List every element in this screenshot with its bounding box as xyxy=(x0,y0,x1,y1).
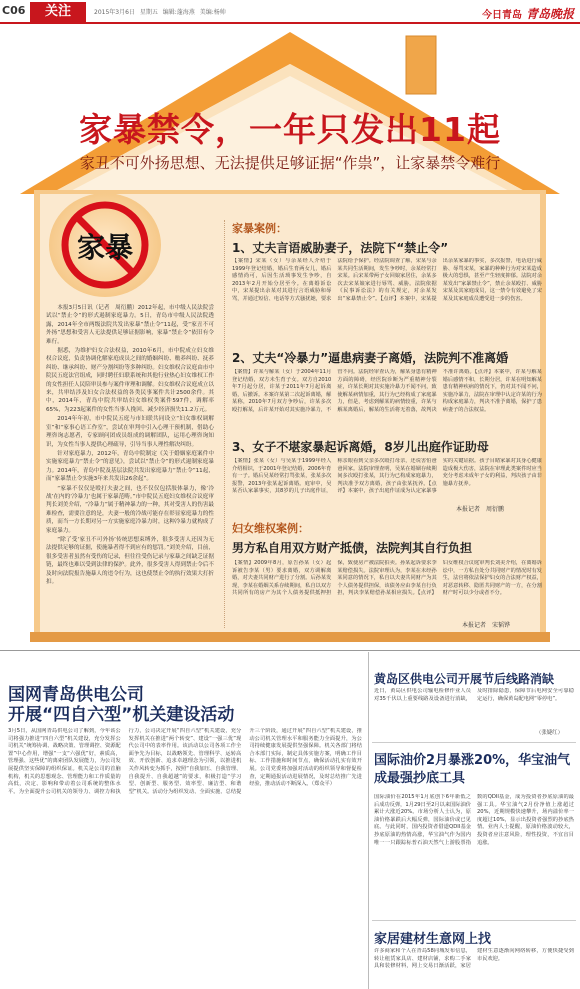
column-divider xyxy=(224,220,225,628)
case3-text: 【案情】张某（女）与吴某于1999年经人介绍相识，于2001年登记结婚，2006年育有一子。婚后吴某经常打骂张某，张某多次报警，2013年张某起诉离婚。庭审中，吴某否认家暴事实，其8岁的儿子出庭作证，称亲眼看到父亲多次殴打母亲，还说害怕爸爸回家。法院审理查明，吴某在婚姻存续期间多次殴打张某，其行为已构成家庭暴力，判决准予双方离婚，孩子由张某抚养。【点评】本案中，孩子出庭作证成为认定家暴事实的关键证据。孩子目睹家暴对其身心健康造成极大伤害，法院在审理此类案件时应当充分考虑未成年子女的利益，判决孩子由非施暴方抚养。 xyxy=(232,458,542,495)
brand-big: 青岛晚报 xyxy=(525,7,574,21)
lead-paragraph: 本报3月5日讯（记者 周衍鹏）2012年起，市中级人民法院尝试以“禁止令”的形式遏制家庭暴力。5日，青岛市中级人民法院透露，2014年全市两级法院共发出家暴“禁止令”11起，受“家丑不可外扬”思想和受害人无法提供足够证据影响，家暴“禁止令”依旧有令难行。 xyxy=(46,305,214,345)
right-divider xyxy=(372,742,576,743)
lead-paragraph: “除了受‘家丑不可外扬’传统思想束缚外，很多受害人还因为无法提供足够的证据，使施暴者得不到应有的惩罚。”刘美介绍，目前，很多受害者虽然有受伤的记录，但往往受伤记录与家暴之间缺乏证据链，最终也难以受到法律的保护。此外，很多受害人得到禁止令后不及时向法院报告施暴人的违令行为，这也使禁止令的执行效果大打折扣。 xyxy=(46,536,214,585)
issue-weekday: 星期五 xyxy=(139,9,158,16)
feature-house xyxy=(0,24,580,644)
section-divider xyxy=(0,650,580,651)
brand-small: 今日青岛 xyxy=(481,10,522,21)
right-article-1-title: 黄岛区供电公司开展节后线路消缺 xyxy=(374,672,555,686)
left-article-text: 3月5日，从国网青岛供电公司了解到，今年该公司将强力推进“四自六型”机关建设，充分发挥公司机关“统筹协调、战略决策、管理调控、资源配置”中心作用，增强“一支“六强优”好，素质高，管理强、这些优”的离索团队发展能力，为公司发展提供坚实保障的组织保证。机关是公司的首脑机构，机关的思想观念、管理能力和工作质量的高低，决定、影响和带动着公司系统的整体水平。为全面提升公司机关的领导力、调控力和执行力，公司决定开展“四自六型”机关建设，充分发挥机关在推进“两个转变”、建设“一强三优”现代公司中的表率作用。该活动以公司各项工作全面争先为目标，以战略领先、管理科学、运转高效、开放创新、追求卓越理念为引领，以推进机关作风转变为抓手，按照“自我加压、自我管理、自我提升、自我超越”的要求，积极打造“学习型、创新型、服务型、效率型、廉洁型、和谐型”机关。活动分为组织发动、全面实施、总结提升三个阶段，通过开展“四自六型”机关建设，推动公司机关管理水平和服务能力全面提升，为公司持续健康发展提供坚强保障。机关各部门将结合本部门实际，制定具体实施方案，明确工作目标、工作措施和时间节点，确保活动扎实有效开展。公司党委将加强对活动的组织领导和督促检查，定期通报活动进展情况，及时总结推广先进经验，推动活动不断深入。（郑众平） xyxy=(8,728,362,795)
lower-column-divider xyxy=(368,652,369,989)
right-divider xyxy=(372,920,576,921)
page-header xyxy=(0,0,580,24)
page-number: C06 xyxy=(2,4,26,17)
right-article-1-text: 近日，黄岛区供电公司输电检修作业人员对35千伏以上重要线路及设备进行消缺，及时排除隐患，保障节后电网安全可靠稳定运行，确保黄岛配电网“零停电”。 xyxy=(374,688,574,702)
feature-title: 家暴禁令，一年只发出11起 xyxy=(79,110,501,149)
case3-title: 3、女子不堪家暴起诉离婚，8岁儿出庭作证助母 xyxy=(232,440,489,454)
section-label: 关注 xyxy=(30,2,86,22)
logo-text: 家暴 xyxy=(76,231,133,264)
feature-subtitle: 家丑不可外扬思想、无法提供足够证据“作祟”，让家暴禁令难行 xyxy=(79,154,501,172)
right-article-2-text: 国际油价在2015年1月底创下6年新低之后成功反弹，1月29日至2月以来国际油价累计大涨近20%。市场分析人士认为，原油价格暴跌后大幅反弹，国际油价或已见底。与此同时，国内投资者借道QDII基金抄底原油的热情高涨，华宝油气作为国内唯一一只跟踪标普石油天然气上游股票指数的QDII基金，成为投资者抄底原油的最强工具。华宝油气2月份净值上涨超过20%，近期规模快速攀升，场内溢价率一度超过10%，显示出投资者强烈的抄底热情。业内人士提醒，原油价格波动较大，投资者应注意风险，理性投资，不宜盲目追涨。 xyxy=(374,794,574,846)
lead-paragraph: 2014年年初，市中院民五庭与市妇联共同设立“妇女维权调解室”和“家事心语工作室”，尝试在审判中引入心理干预机制，借助心理咨询志愿者，专家顾问团成员组成的调解团队，运用心理咨询知识，为女性当事人提供心理疏导，引导当事人理性解决纠纷。 xyxy=(46,416,214,448)
case1-title: 1、丈夫言语威胁妻子，法院下“禁止令” xyxy=(232,241,449,255)
right-article-2-title: 国际油价2月暴涨20%，华宝油气成最强抄底工具 xyxy=(374,753,571,786)
case3-byline: 本报记者 周衍鹏 xyxy=(456,506,505,513)
case1-text: 【案情】宋某（女）与余某经人介绍于1999年登记结婚，婚后生育两女儿，婚后感情尚可，后因生活琐事发生争吵，自2013年2月开始分居至今。在离婚诉讼中，宋某提出余某对其进行言语威胁和辱骂，并通过短信、电话等方式骚扰她，要求法院给予保护。经法院调查了解，宋某与余某共同生活期间，发生争吵时，余某经常打宋某。后宋某带两子女回娘家居住，余某多次去宋某娘家进行辱骂、威胁。法院依据《民事诉讼法》的有关规定，对余某发出“家暴禁止令”。【点评】本案中，宋某提出余某家暴的事实，多次报警，电话进行威胁、辱骂宋某，家暴的种种行为对宋某造成极大的恐惧，甚至产生轻度抑郁。法院对余某发出“家暴禁止令”，禁止余某殴打、威胁宋某及其家庭成员，这一禁令有效避免了宋某及其家庭成员遭受进一步的伤害。 xyxy=(232,258,542,302)
no-domestic-violence-logo xyxy=(46,190,164,300)
case4-byline: 本报记者 宋韬铧 xyxy=(462,622,511,629)
case2-title: 2、丈夫“冷暴力”逼患病妻子离婚，法院判不准离婚 xyxy=(232,351,509,365)
lead-paragraph: “家暴不仅仅是殴打夫妻之间，也不仅仅包括肢体暴力，像‘冷战’在内的‘冷暴力’也属于家暴范畴。”市中院民五庭妇女维权合议庭审判长刘美介绍，“冷暴力”属于精神暴力的一种，其对受害人的伤害最难检查，需要注意的是，夫妻一般的冷战可能存在彰显家庭暴力的性质，而当一方长期对另一方实施家庭冷暴力时，这种冷暴力就构成了家庭暴力。 xyxy=(46,485,214,534)
lead-paragraph: 针对家庭暴力，2012年，青岛中院制定《关于婚姻家庭案件中实施家庭暴力“禁止令”的意见》，尝试以“禁止令”的形式遏制家庭暴力。2014年，青岛中院及基层法院共发出家庭暴力“禁止令”11起，而“家暴禁止令实施3年来共发出26余起”。 xyxy=(46,450,214,483)
issue-date: 2015年3月6日 xyxy=(94,9,135,16)
brand-logo xyxy=(482,5,574,22)
editor-credit: 编辑:蓬海燕 xyxy=(162,9,195,16)
right-article-1-byline: （张婕红） xyxy=(536,730,563,736)
cases-heading: 家暴案例： xyxy=(232,222,287,235)
right-article-3-text: 许多商家和个人在青岛58同城发布信息，转让租赁家具店、建材店铺，求购二手家具和装修材料，网上交易日渐活跃，家居建材生意逐渐向网络转移，方便快捷受到市民欢迎。 xyxy=(374,948,574,970)
left-article-title-2: 开展“四自六型”机关建设活动 xyxy=(8,705,235,725)
design-credit: 美编:杨帅 xyxy=(199,9,226,16)
case2-text: 【案情】许某与解某（女）于2004年11月登记结婚，双方未生育子女。双方自2010年7月起分居，许某于2011年7月起诉离婚，后撤诉。本案许某第二次起诉离婚，解某称，2010年7月双方争吵后，许某多次殴打解某，后许某开始对其实施冷暴力，不管不问。法院经审查认为，解某身患有精神方面的障碍，经医院诊断为严重精神分裂症，许某长期对其实施冷暴力不闻不问，致使解某病情加重，其行为已经构成了家庭暴力，但是，考虑到解某的病情较重，许某与解某离婚后，解某的生活将无着落，故判决不准许离婚。【点评】本案中，许某与解某婚后感情不和，长期分居，许某在明知解某患有精神疾病的情况下，仍对其不闻不问，实施冷暴力，法院在审理中认定许某的行为构成家庭暴力，判决不准予离婚，保护了患病妻子的合法权益。 xyxy=(232,369,542,413)
case4-text: 【案情】2009年8月，原告孙某（女）起诉被告李某（男）要求离婚，双方调解离婚，对夫妻共同财产进行了分割。后孙某发现，李某在婚姻关系存续期间，私自以双方共同所有的房产为其个人债务提供抵押担保，致使房产被法院拍卖。孙某起诉要求李某赔偿损失。法院审理认为，李某在未经孙某同意的情况下，私自以夫妻共同财产为其个人债务提供担保，该债务应由李某自行负担，判决李某赔偿孙某相应损失。【点评】妇女维权合议庭审判长刘美介绍，在离婚诉讼中，一方私自处分共同财产的情况时有发生，法官将依法保护妇女的合法财产权益，对恶意转移、隐匿共同财产的一方，在分割财产时可以少分或者不分。 xyxy=(232,560,542,597)
case4-title: 男方私自用双方财产抵债，法院判其自行负担 xyxy=(232,541,473,555)
left-article-title-1: 国网青岛供电公司 xyxy=(8,685,144,705)
lead-article xyxy=(46,304,214,616)
header-meta xyxy=(94,7,226,16)
right-article-3-title: 家居建材生意网上找 xyxy=(374,932,492,947)
case4-heading: 妇女维权案例： xyxy=(232,522,309,535)
lead-paragraph: 据悉，为维护妇女合法权益，2010年6月，市中院成立妇女维权合议庭，负责协调化解家庭成员之间的婚姻纠纷、赡养纠纷、抚养纠纷、继承纠纷、财产分割纠纷等多种纠纷。妇女维权合议庭由市中院民五庭法官组成，同时聘任妇联系统和其他行业热心妇女维权工作的女性担任人民陪审员参与案件审理和调解。妇女维权合议庭成立以来，共审结涉及妇女合法权益的各类民事案件共计2500余件。其中，2014年，青岛中院共审结妇女维权类案件597件，调解率65%，为223起案件的女性当事人挽回、减少经济损失11.2万元。 xyxy=(46,348,214,413)
